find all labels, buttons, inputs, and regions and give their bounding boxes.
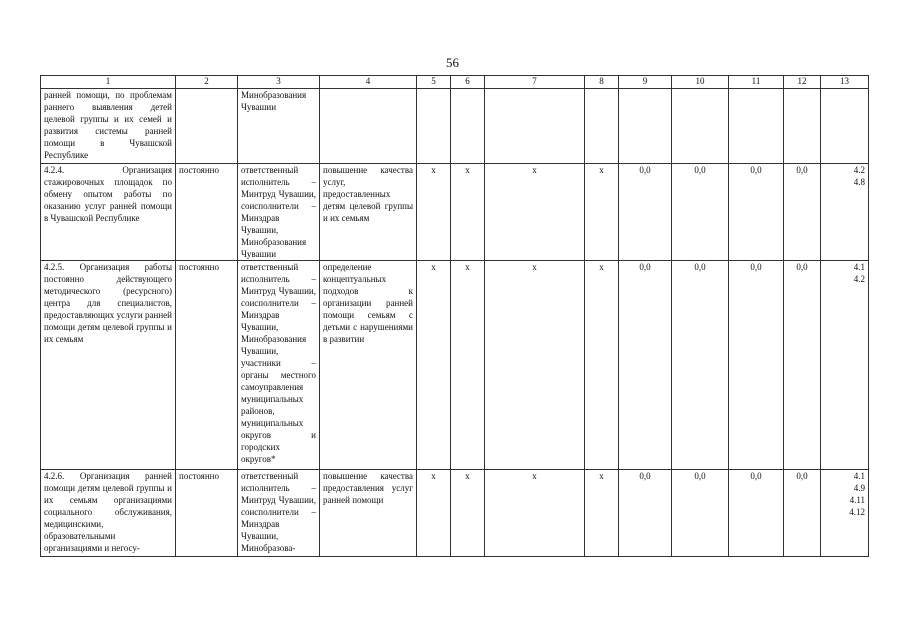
- value-cell: [485, 89, 585, 164]
- value-cell: x: [417, 470, 451, 557]
- deadline-cell: постоянно: [176, 261, 238, 470]
- column-number: 4: [320, 76, 417, 89]
- column-number: 6: [451, 76, 485, 89]
- value-cell: x: [485, 164, 585, 261]
- amount-cell: 0,0: [784, 261, 821, 470]
- amount-cell: 0,0: [619, 470, 672, 557]
- value-cell: x: [585, 470, 619, 557]
- amount-cell: [619, 89, 672, 164]
- amount-cell: 0,0: [672, 261, 729, 470]
- column-number: 2: [176, 76, 238, 89]
- program-measures-table: [40, 75, 869, 557]
- value-cell: x: [417, 261, 451, 470]
- amount-cell: 0,0: [672, 164, 729, 261]
- value-cell: x: [485, 261, 585, 470]
- indicator-ref: 4.8: [853, 177, 865, 187]
- amount-cell: 0,0: [729, 164, 784, 261]
- value-cell: x: [585, 261, 619, 470]
- table-row: [41, 470, 869, 557]
- column-number: 9: [619, 76, 672, 89]
- indicator-ref: 4.11: [849, 495, 865, 505]
- amount-cell: 0,0: [619, 261, 672, 470]
- amount-cell: 0,0: [784, 164, 821, 261]
- result-cell: определение концептуальных подходов к организации ранней помощи семьям с детьми с нарушениями в развитии: [320, 261, 417, 470]
- measure-name-cell: ранней помощи, по проблемам раннего выявления детей целевой группы и их семей и развития системы ранней помощи в Чувашской Республике: [41, 89, 176, 164]
- executor-cell: ответственный исполнитель – Минтруд Чувашии, соисполнители – Минздрав Чувашии, Минобразования Чувашии, участники – органы местного самоуправления муниципальных районов, муниципальных округов и городских округов*: [238, 261, 320, 470]
- deadline-cell: постоянно: [176, 164, 238, 261]
- value-cell: x: [451, 261, 485, 470]
- value-cell: x: [451, 164, 485, 261]
- deadline-cell: постоянно: [176, 470, 238, 557]
- amount-cell: 0,0: [729, 470, 784, 557]
- amount-cell: 0,0: [672, 470, 729, 557]
- indicator-ref: 4.1: [853, 471, 865, 481]
- value-cell: x: [451, 470, 485, 557]
- column-number: 7: [485, 76, 585, 89]
- value-cell: [451, 89, 485, 164]
- indicator-ref: 4.9: [853, 483, 865, 493]
- amount-cell: [784, 89, 821, 164]
- amount-cell: [729, 89, 784, 164]
- indicator-refs-cell: [821, 164, 869, 261]
- value-cell: [417, 89, 451, 164]
- indicator-ref: 4.1: [853, 262, 865, 272]
- measure-name-cell: 4.2.4. Организация стажировочных площадок по обмену опытом работы по оказанию услуг ранней помощи в Чувашской Республике: [41, 164, 176, 261]
- measure-name-cell: 4.2.5. Организация работы постоянно действующего методического (ресурсного) центра для специалистов, предоставляющих услуги ранней помощи детям целевой группы и их семьям: [41, 261, 176, 470]
- value-cell: x: [485, 470, 585, 557]
- measure-name-cell: 4.2.6. Организация ранней помощи детям целевой группы и их семьям организациями социального обслуживания, медицинскими, образовательными организациями и негосу-: [41, 470, 176, 557]
- indicator-refs-cell: [821, 89, 869, 164]
- result-cell: [320, 89, 417, 164]
- column-number: 12: [784, 76, 821, 89]
- column-number: 5: [417, 76, 451, 89]
- indicator-refs-cell: [821, 470, 869, 557]
- deadline-cell: [176, 89, 238, 164]
- indicator-ref: 4.12: [849, 507, 865, 517]
- indicator-ref: 4.2: [853, 165, 865, 175]
- indicator-ref: 4.2: [853, 274, 865, 284]
- column-number: 3: [238, 76, 320, 89]
- table-row: [41, 89, 869, 164]
- executor-cell: Минобразования Чувашии: [238, 89, 320, 164]
- column-number: 11: [729, 76, 784, 89]
- column-number-row: [41, 76, 869, 89]
- amount-cell: 0,0: [784, 470, 821, 557]
- column-number: 13: [821, 76, 869, 89]
- executor-cell: ответственный исполнитель – Минтруд Чувашии, соисполнители – Минздрав Чувашии, Минобразования Чувашии: [238, 164, 320, 261]
- table-row: [41, 164, 869, 261]
- indicator-refs-cell: [821, 261, 869, 470]
- column-number: 8: [585, 76, 619, 89]
- executor-cell: ответственный исполнитель – Минтруд Чувашии, соисполнители – Минздрав Чувашии, Минобразова-: [238, 470, 320, 557]
- result-cell: повышение качества предоставления услуг ранней помощи: [320, 470, 417, 557]
- amount-cell: 0,0: [729, 261, 784, 470]
- value-cell: [585, 89, 619, 164]
- table-row: [41, 261, 869, 470]
- value-cell: x: [585, 164, 619, 261]
- value-cell: x: [417, 164, 451, 261]
- amount-cell: 0,0: [619, 164, 672, 261]
- page-number: 56: [446, 55, 459, 70]
- column-number: 10: [672, 76, 729, 89]
- amount-cell: [672, 89, 729, 164]
- result-cell: повышение качества услуг, предоставленных детям целевой группы и их семьям: [320, 164, 417, 261]
- column-number: 1: [41, 76, 176, 89]
